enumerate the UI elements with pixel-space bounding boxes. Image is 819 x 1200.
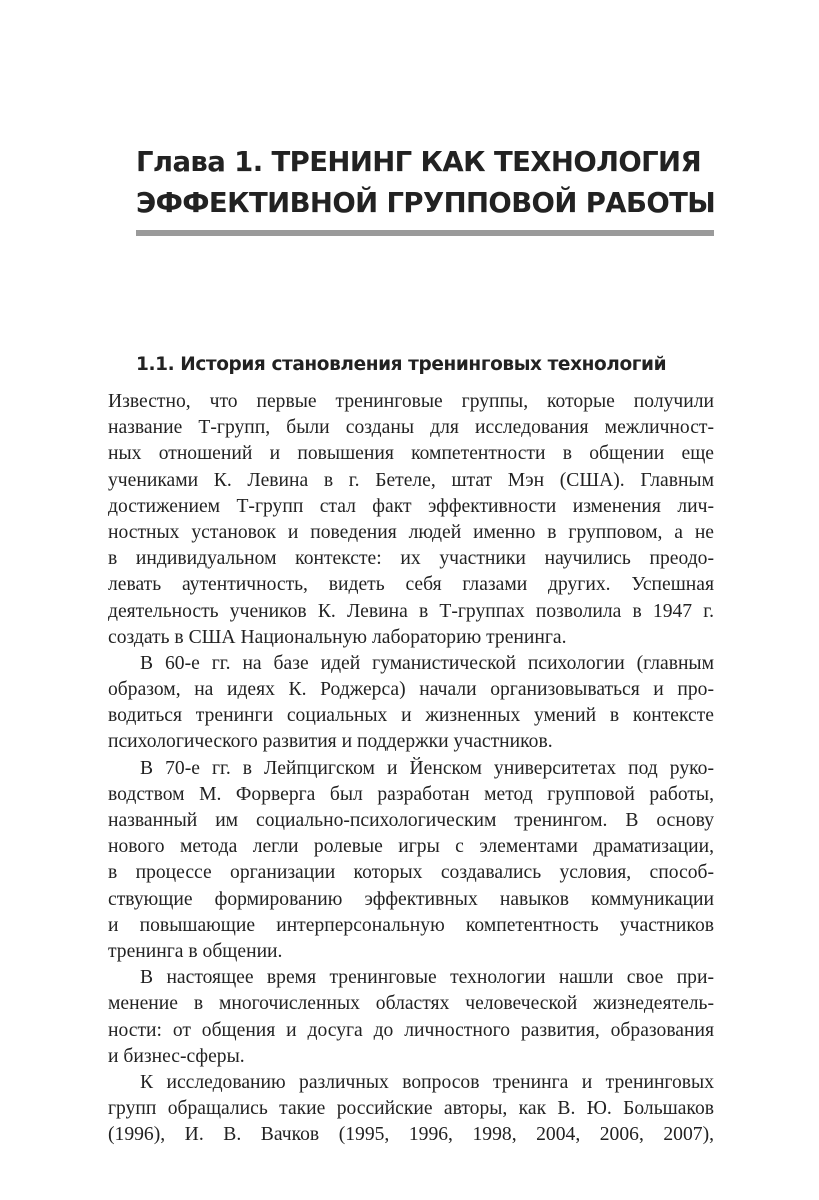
chapter-title <box>136 142 736 224</box>
chapter-title-line: Глава 1. ТРЕНИНГ КАК ТЕХНОЛОГИЯ <box>136 146 702 178</box>
paragraph <box>108 756 714 966</box>
text-line: названный им социально-психологическим тренингом. В основу <box>108 810 714 831</box>
text-line: (1996), И. В. Вачков (1995, 1996, 1998, 2004, 2006, 2007), <box>108 1124 714 1146</box>
text-line: создать в США Национальную лабораторию тренинга. <box>108 626 567 648</box>
text-line: водиться тренинги социальных и жизненных умений в контексте <box>108 705 714 727</box>
text-line: ствующие формированию эффективных навыков коммуникации <box>108 888 714 910</box>
paragraph <box>108 965 714 1070</box>
text-line: менение в многочисленных областях человеческой жизнедеятель- <box>108 993 714 1015</box>
text-line: водством М. Форверга был разработан метод групповой работы, <box>108 783 714 805</box>
text-line: К исследованию различных вопросов тренинга и тренинговых <box>140 1071 714 1093</box>
text-line: групп обращались такие российские авторы, как В. Ю. Большаков <box>108 1098 714 1120</box>
text-line: В 60-е гг. на базе идей гуманистической психологии (главным <box>140 652 714 674</box>
text-line: название Т-групп, были созданы для исследования межличност- <box>108 417 714 439</box>
text-line: и бизнес-сферы. <box>108 1045 245 1067</box>
text-line: ных отношений и повышения компетентности в общении еще <box>108 443 714 465</box>
text-line: в индивидуальном контексте: их участники научились преодо- <box>108 548 714 570</box>
paragraph <box>108 651 714 756</box>
text-line: левать аутентичность, видеть себя глазами других. Успешная <box>108 574 714 596</box>
text-line: тренинга в общении. <box>108 940 283 962</box>
section-title: 1.1. История становления тренинговых технологий <box>136 354 667 375</box>
text-line: В 70-е гг. в Лейпцигском и Йенском университетах под руко- <box>140 757 714 779</box>
chapter-divider <box>136 230 714 236</box>
text-line: нового метода легли ролевые игры с элементами драматизации, <box>108 836 714 858</box>
text-line: ности: от общения и досуга до личностного развития, образования <box>108 1019 714 1041</box>
text-line: учениками К. Левина в г. Бетеле, штат Мэн (США). Главным <box>108 469 714 491</box>
text-line: в процессе организации которых создавались условия, способ- <box>108 862 714 884</box>
paragraph <box>108 1070 714 1149</box>
chapter-title-line: ЭФФЕКТИВНОЙ ГРУППОВОЙ РАБОТЫ <box>136 187 716 219</box>
text-line: Известно, что первые тренинговые группы, которые получили <box>108 391 714 412</box>
text-line: и повышающие интерперсональную компетентность участников <box>108 914 714 936</box>
body-text <box>108 389 714 1148</box>
text-line: образом, на идеях К. Роджерса) начали организовываться и про- <box>108 679 714 701</box>
text-line: ностных установок и поведения людей именно в групповом, а не <box>108 521 714 543</box>
paragraph <box>108 389 714 651</box>
text-line: деятельность учеников К. Левина в Т-группах позволила в 1947 г. <box>108 600 714 622</box>
text-line: В настоящее время тренинговые технологии нашли свое при- <box>140 967 714 989</box>
text-line: достижением Т-групп стал факт эффективности изменения лич- <box>108 495 714 517</box>
text-line: психологического развития и поддержки участников. <box>108 731 553 753</box>
